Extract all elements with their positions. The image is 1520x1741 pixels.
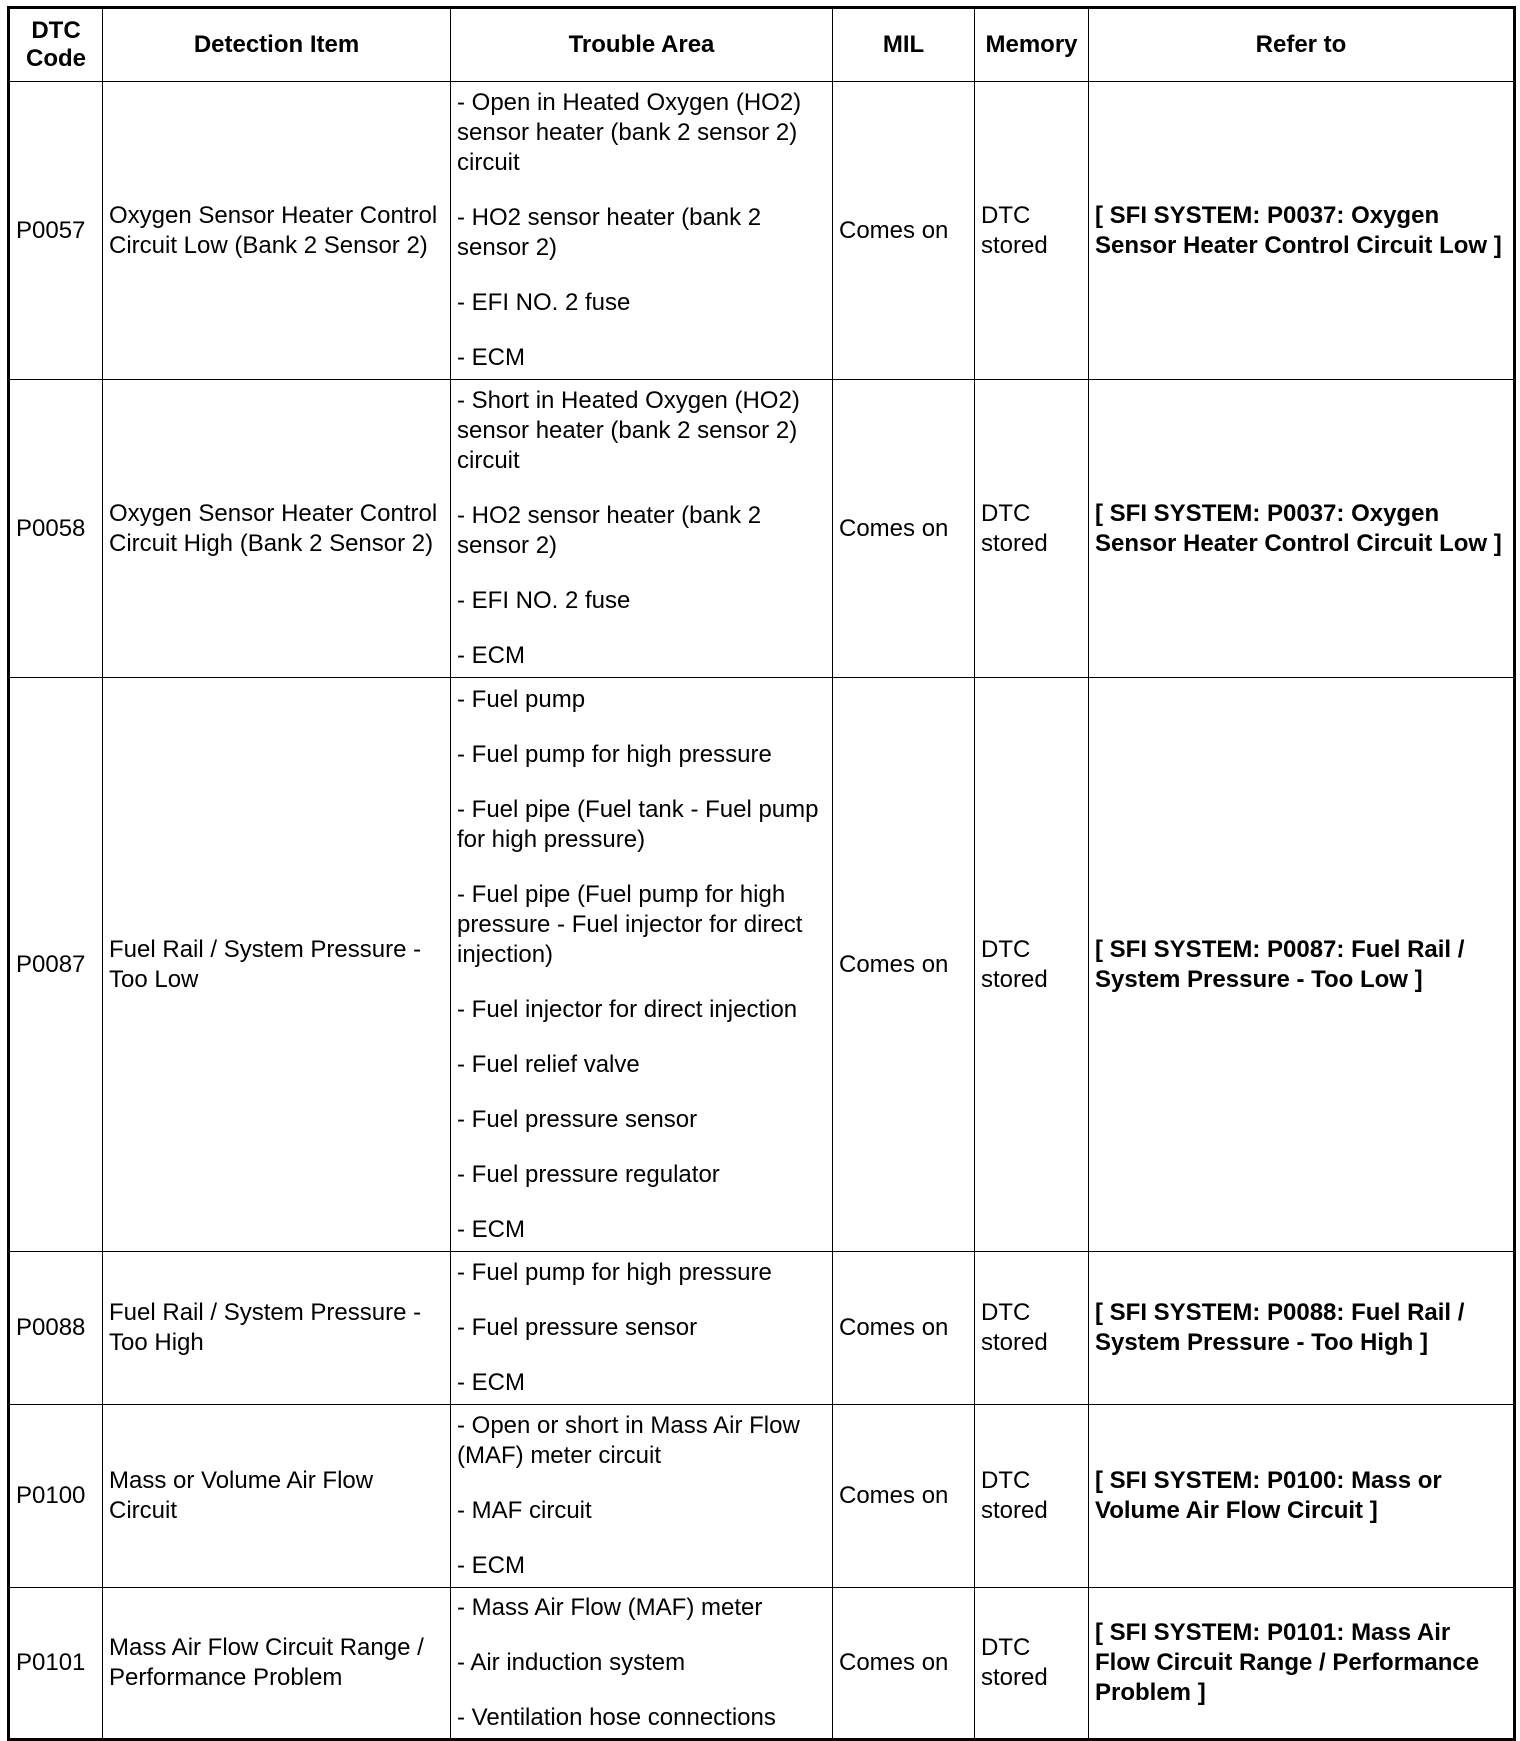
header-refer-to: Refer to <box>1089 8 1515 82</box>
dtc-table <box>7 6 1516 1741</box>
table-body <box>9 82 1515 1740</box>
mil-cell: Comes on <box>833 1405 975 1588</box>
header-row <box>9 8 1515 82</box>
refer-to-cell: [ SFI SYSTEM: P0088: Fuel Rail / System Pressure - Too High ] <box>1089 1252 1515 1405</box>
trouble-area-item: - Open or short in Mass Air Flow (MAF) meter circuit <box>457 1412 800 1469</box>
memory-cell: DTC stored <box>975 82 1089 380</box>
refer-to-cell: [ SFI SYSTEM: P0101: Mass Air Flow Circuit Range / Performance Problem ] <box>1089 1588 1515 1740</box>
trouble-area-cell <box>451 1588 833 1740</box>
trouble-area-item: - ECM <box>457 1552 525 1579</box>
dtc-code-cell: P0087 <box>9 678 103 1252</box>
trouble-area-item: - EFI NO. 2 fuse <box>457 289 631 316</box>
trouble-area-item: - Fuel pressure sensor <box>457 1105 698 1133</box>
memory-cell: DTC stored <box>975 1405 1089 1588</box>
header-dtc-code-line1: DTC <box>31 17 81 44</box>
refer-to-cell: [ SFI SYSTEM: P0100: Mass or Volume Air Flow Circuit ] <box>1089 1405 1515 1588</box>
trouble-area-item: - Short in Heated Oxygen (HO2) sensor heater (bank 2 sensor 2) circuit <box>457 387 800 474</box>
header-dtc-code-line2: Code <box>26 45 86 72</box>
trouble-area-item: - Fuel injector for direct injection <box>457 995 798 1023</box>
header-detection-item: Detection Item <box>103 8 451 82</box>
trouble-area-item: - MAF circuit <box>457 1497 592 1524</box>
trouble-area-item: - Fuel pump for high pressure <box>457 740 772 768</box>
dtc-code-cell: P0101 <box>9 1588 103 1740</box>
detection-item-cell: Fuel Rail / System Pressure - Too Low <box>103 678 451 1252</box>
detection-item-cell: Mass or Volume Air Flow Circuit <box>103 1405 451 1588</box>
header-trouble-area: Trouble Area <box>451 8 833 82</box>
trouble-area-item: - Fuel pressure regulator <box>457 1160 720 1188</box>
table-row <box>9 1405 1515 1588</box>
detection-item-cell: Mass Air Flow Circuit Range / Performance Problem <box>103 1588 451 1740</box>
mil-cell: Comes on <box>833 380 975 678</box>
dtc-code-cell: P0057 <box>9 82 103 380</box>
trouble-area-item: - Open in Heated Oxygen (HO2) sensor heater (bank 2 sensor 2) circuit <box>457 89 802 176</box>
trouble-area-cell <box>451 380 833 678</box>
header-memory: Memory <box>975 8 1089 82</box>
detection-item-cell: Oxygen Sensor Heater Control Circuit Low (Bank 2 Sensor 2) <box>103 82 451 380</box>
trouble-area-item: - Fuel pump <box>457 685 586 713</box>
trouble-area-item: - Fuel pump for high pressure <box>457 1259 772 1286</box>
header-mil: MIL <box>833 8 975 82</box>
table-header <box>9 8 1515 82</box>
dtc-code-cell: P0088 <box>9 1252 103 1405</box>
trouble-area-item: - HO2 sensor heater (bank 2 sensor 2) <box>457 204 762 261</box>
memory-cell: DTC stored <box>975 380 1089 678</box>
trouble-area-item: - Mass Air Flow (MAF) meter <box>457 1594 763 1621</box>
trouble-area-item: - Ventilation hose connections <box>457 1704 776 1731</box>
mil-cell: Comes on <box>833 1588 975 1740</box>
refer-to-cell: [ SFI SYSTEM: P0037: Oxygen Sensor Heater Control Circuit Low ] <box>1089 82 1515 380</box>
trouble-area-item: - Fuel pressure sensor <box>457 1314 698 1341</box>
trouble-area-item: - ECM <box>457 642 525 669</box>
trouble-area-cell <box>451 82 833 380</box>
table-row <box>9 1588 1515 1740</box>
detection-item-cell: Oxygen Sensor Heater Control Circuit High (Bank 2 Sensor 2) <box>103 380 451 678</box>
trouble-area-item: - Fuel relief valve <box>457 1050 640 1078</box>
trouble-area-item: - EFI NO. 2 fuse <box>457 587 631 614</box>
mil-cell: Comes on <box>833 678 975 1252</box>
trouble-area-cell <box>451 1252 833 1405</box>
memory-cell: DTC stored <box>975 678 1089 1252</box>
trouble-area-item: - ECM <box>457 344 525 371</box>
mil-cell: Comes on <box>833 82 975 380</box>
memory-cell: DTC stored <box>975 1588 1089 1740</box>
table-row <box>9 678 1515 1252</box>
trouble-area-item: - HO2 sensor heater (bank 2 sensor 2) <box>457 502 762 559</box>
header-dtc-code <box>9 8 103 82</box>
table-row <box>9 380 1515 678</box>
trouble-area-cell <box>451 678 833 1252</box>
detection-item-cell: Fuel Rail / System Pressure - Too High <box>103 1252 451 1405</box>
memory-cell: DTC stored <box>975 1252 1089 1405</box>
mil-cell: Comes on <box>833 1252 975 1405</box>
refer-to-cell: [ SFI SYSTEM: P0087: Fuel Rail / System Pressure - Too Low ] <box>1089 678 1515 1252</box>
trouble-area-cell <box>451 1405 833 1588</box>
trouble-area-item: - Air induction system <box>457 1649 686 1676</box>
trouble-area-item: - ECM <box>457 1215 525 1243</box>
refer-to-cell: [ SFI SYSTEM: P0037: Oxygen Sensor Heater Control Circuit Low ] <box>1089 380 1515 678</box>
table-row <box>9 1252 1515 1405</box>
trouble-area-item: - ECM <box>457 1369 525 1396</box>
dtc-code-cell: P0058 <box>9 380 103 678</box>
trouble-area-item: - Fuel pipe (Fuel pump for high pressure - Fuel injector for direct injection) <box>457 880 803 968</box>
dtc-code-cell: P0100 <box>9 1405 103 1588</box>
table-row <box>9 82 1515 380</box>
trouble-area-item: - Fuel pipe (Fuel tank - Fuel pump for high pressure) <box>457 795 819 853</box>
